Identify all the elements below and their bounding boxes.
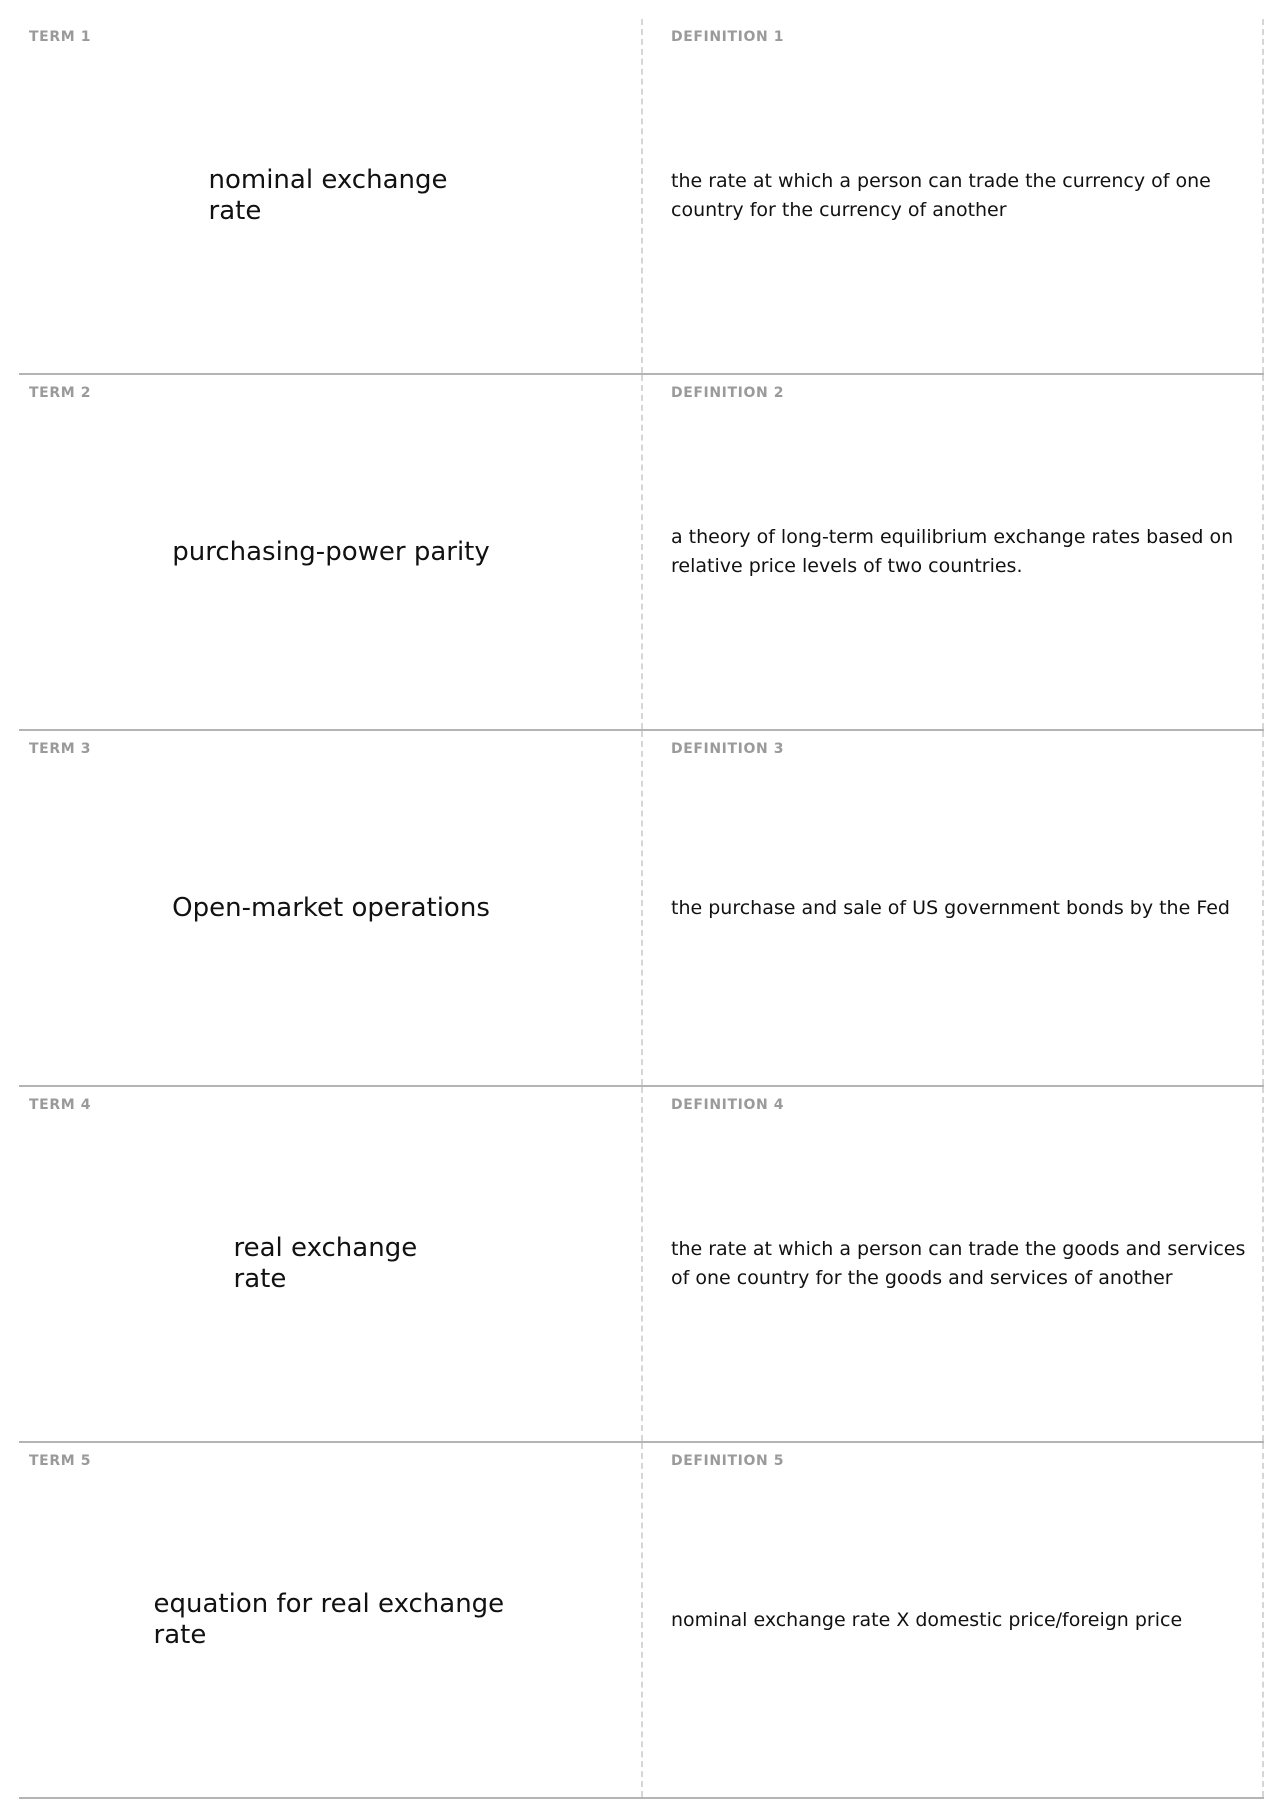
definition-label: DEFINITION 2 — [671, 385, 785, 401]
definition-label: DEFINITION 4 — [671, 1097, 785, 1113]
term-text: equation for real exchange rate — [153, 1589, 505, 1650]
definition-cell — [643, 375, 1264, 729]
term-text-wrap — [19, 19, 643, 373]
term-text-wrap — [19, 375, 643, 729]
term-label: TERM 1 — [29, 29, 92, 45]
term-cell — [19, 1443, 643, 1797]
term-cell — [19, 1087, 643, 1441]
term-label: TERM 5 — [29, 1453, 92, 1469]
term-text: Open-market operations — [172, 892, 490, 923]
term-cell — [19, 375, 643, 729]
term-text: purchasing-power parity — [172, 536, 490, 567]
definition-cell — [643, 1443, 1264, 1797]
flashcard-row-5 — [19, 1443, 1264, 1799]
definition-text-wrap — [671, 731, 1248, 1085]
term-cell — [19, 731, 643, 1085]
definition-label: DEFINITION 1 — [671, 29, 785, 45]
definition-text-wrap — [671, 19, 1248, 373]
definition-cell — [643, 19, 1264, 373]
definition-text: the rate at which a person can trade the goods and services of one country for the goods and services of another — [671, 1238, 1246, 1289]
definition-cell — [643, 1087, 1264, 1441]
definition-label: DEFINITION 3 — [671, 741, 785, 757]
definition-text: a theory of long-term equilibrium exchange rates based on relative price levels of two countries. — [671, 526, 1234, 577]
definition-text: nominal exchange rate X domestic price/foreign price — [671, 1608, 1183, 1631]
definition-label: DEFINITION 5 — [671, 1453, 785, 1469]
definition-text-wrap — [671, 375, 1248, 729]
term-label: TERM 4 — [29, 1097, 92, 1113]
flashcard-sheet — [19, 19, 1264, 1799]
term-text-wrap — [19, 1443, 643, 1797]
term-label: TERM 3 — [29, 741, 92, 757]
flashcard-row-3 — [19, 731, 1264, 1087]
definition-cell — [643, 731, 1264, 1085]
definition-text-wrap — [671, 1443, 1248, 1797]
term-label: TERM 2 — [29, 385, 92, 401]
definition-text: the purchase and sale of US government bonds by the Fed — [671, 896, 1230, 919]
term-text-wrap — [19, 1087, 643, 1441]
flashcard-row-2 — [19, 375, 1264, 731]
term-cell — [19, 19, 643, 373]
term-text-wrap — [19, 731, 643, 1085]
flashcard-row-4 — [19, 1087, 1264, 1443]
definition-text-wrap — [671, 1087, 1248, 1441]
flashcard-row-1 — [19, 19, 1264, 375]
term-text: nominal exchange rate — [208, 165, 448, 226]
term-text: real exchange rate — [233, 1233, 418, 1294]
definition-text: the rate at which a person can trade the currency of one country for the currency of another — [671, 170, 1211, 221]
